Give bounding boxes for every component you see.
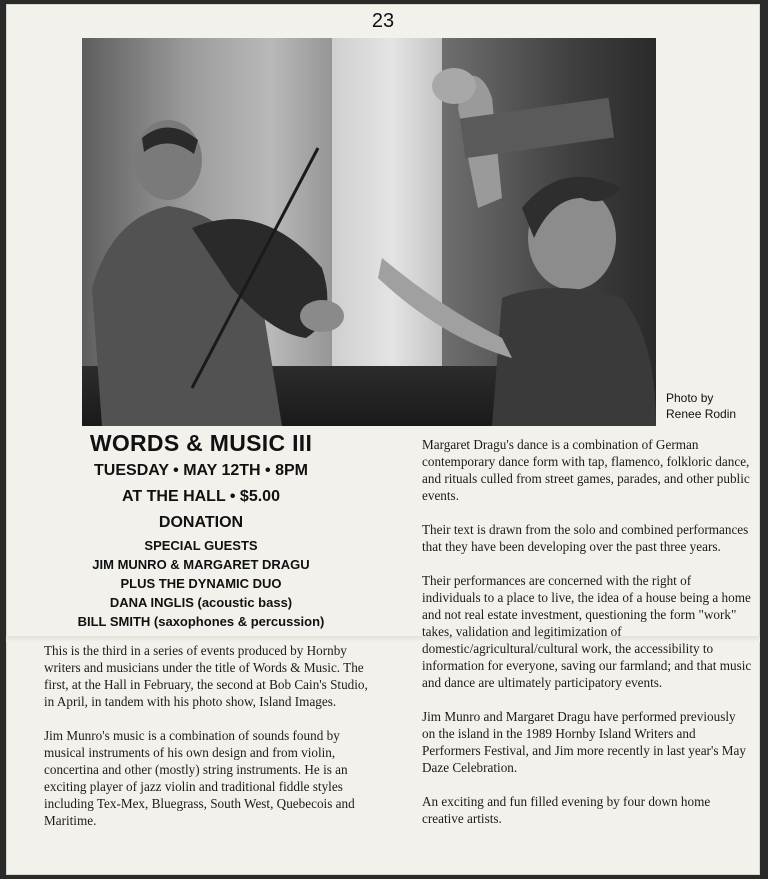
article-paragraph: Their text is drawn from the solo and combined performances that they have been developing over the past three years. [422, 522, 749, 554]
dancer-body [492, 288, 656, 426]
article-paragraph: Jim Munro and Margaret Dragu have performed previously on the island in the 1989 Hornby Island Writers and Performers Festival, and Jim more recently in last year's May Daze Celebration. [422, 709, 746, 775]
article-paragraph: Jim Munro's music is a combination of sounds found by musical instruments of his own design and from violin, concertina and other (mostly) string instruments. He is an exciting player of jazz violin and traditional fiddle styles including Tex-Mex, Bluegrass, South West, Quebecois and Maritime. [44, 728, 355, 828]
dynamic-duo-label: PLUS THE DYNAMIC DUO [120, 576, 282, 591]
event-donation: DONATION [158, 514, 244, 531]
dancer-extended-arm [378, 258, 512, 358]
photo-credit-label: Photo by [666, 391, 714, 405]
performers-photo [82, 38, 656, 426]
article-paragraph: This is the third in a series of events produced by Hornby writers and musicians under the title of Words & Music. The first, at the Hall in February, the second at Bob Cain's Studio, in April, in tandem with his photo show, Island Images. [44, 643, 368, 709]
event-venue-price: AT THE HALL • $5.00 [122, 488, 280, 505]
special-guests-names: JIM MUNRO & MARGARET DRAGU [92, 557, 310, 572]
performer-bill-smith: BILL SMITH (saxophones & percussion) [77, 614, 325, 629]
violinist-hand [300, 300, 344, 332]
article-paragraph: An exciting and fun filled evening by four down home creative artists. [422, 794, 711, 826]
photo-credit [666, 390, 758, 422]
dancer-hand [432, 68, 476, 104]
article-right-column [422, 436, 752, 844]
page-number: 23 [371, 10, 395, 32]
event-announcement [46, 428, 356, 631]
article-paragraph: Margaret Dragu's dance is a combination of German contemporary dance form with tap, flamenco, folkloric dance, and rituals culled from street games, parades, and other public events. [422, 437, 750, 503]
performer-dana-inglis: DANA INGLIS (acoustic bass) [109, 595, 293, 610]
newsletter-page [6, 4, 760, 875]
event-date-time: TUESDAY • MAY 12TH • 8PM [94, 462, 308, 479]
photo-credit-name: Renee Rodin [666, 407, 737, 421]
photo-figures [82, 38, 656, 426]
special-guests-label: SPECIAL GUESTS [144, 538, 258, 553]
article-paragraph: Their performances are concerned with the right of individuals to a place to live, the idea of a house being a home and not real estate investment, questioning the form "work" takes, validation and legitimization of domestic/agricultural/cultural work, the accessibility to information for everyone, saving our farmland; and that music and dance are ultimately participatory events. [422, 573, 752, 690]
event-title: WORDS & MUSIC III [89, 430, 313, 456]
article-left-column [44, 642, 374, 846]
